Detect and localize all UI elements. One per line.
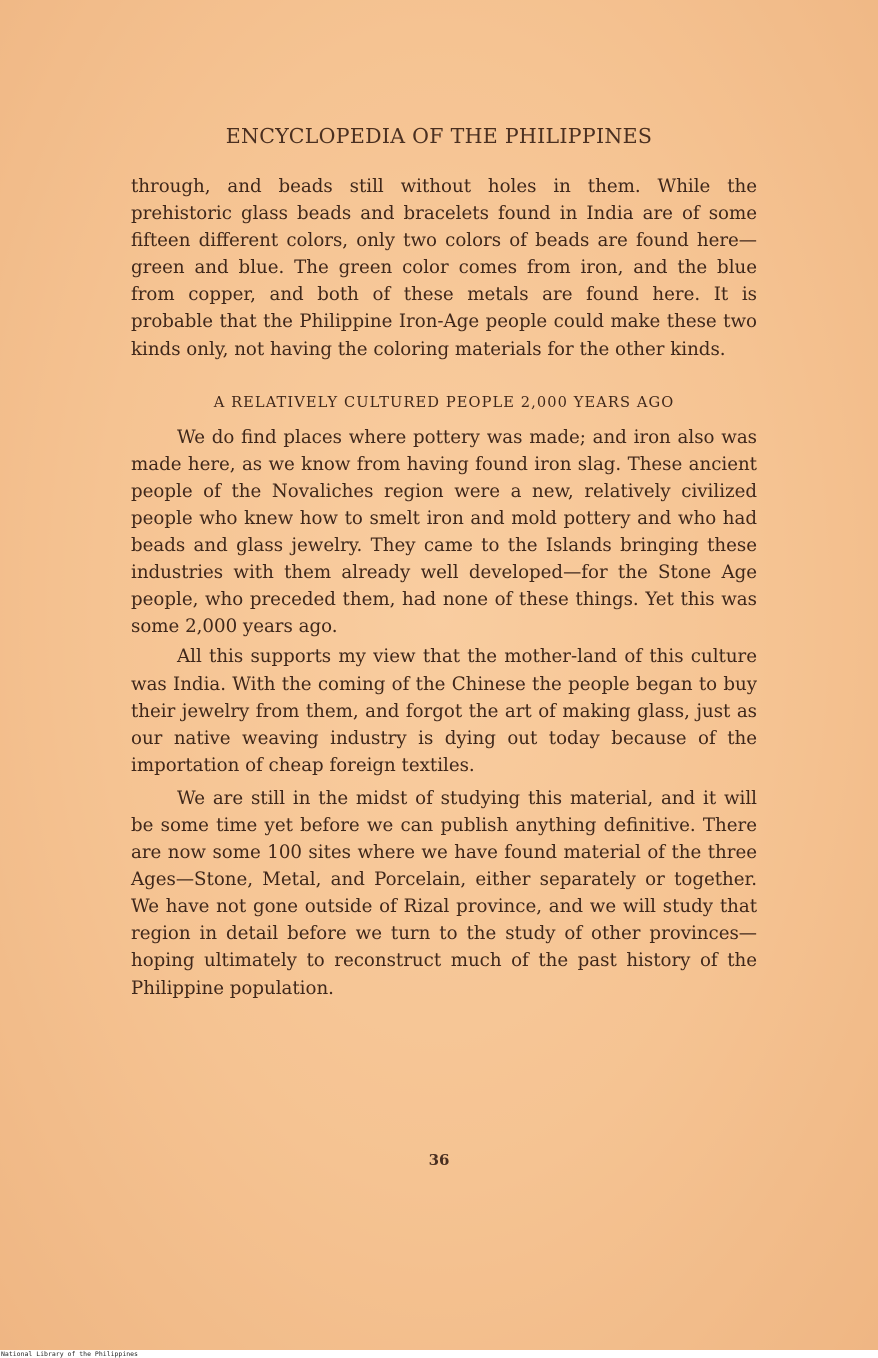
paragraph-bead-colors: through, and beads still without holes in them. While the prehistoric glass beads and bracelets found in India are of some fifteen different colors, only two colors of beads are found here—green and blue. The green color comes from iron, and the blue from copper, and both of these metals are found here. It is probable that the Philippine Iron-Age people could make these two kinds only, not having the coloring materials for the other kinds. (131, 176, 757, 360)
page-number: 36 (428, 1151, 450, 1169)
section-heading: A RELATIVELY CULTURED PEOPLE 2,000 YEARS AGO (213, 393, 675, 411)
paragraph-ongoing-study: We are still in the midst of studying this material, and it will be some time yet before we can publish anything definitive. There are now some 100 sites where we have found material of the three Ages—Stone, Metal, and Porcelain, either separately or together. We have not gone outside of Rizal province, and we will study that region in detail before we turn to the study of other provinces—hoping ultimately to reconstruct much of the past history of the Philippine population. (131, 787, 757, 999)
paragraph-pottery-iron: We do find places where pottery was made; and iron also was made here, as we know from having found iron slag. These ancient people of the Novaliches region were a new, relatively civilized people who knew how to smelt iron and mold pottery and who had beads and glass jewelry. They came to the Islands bringing these industries with them already well developed—for the Stone Age people, who preceded them, had none of these things. Yet this was some 2,000 years ago. (131, 426, 757, 638)
body-text (131, 173, 757, 1002)
library-credit: National Library of the Philippines (1, 1350, 138, 1358)
paragraph-india-origin: All this supports my view that the mother-land of this culture was India. With the coming of the Chinese the people began to buy their jewelry from them, and forgot the art of making glass, just as our native weaving industry is dying out today because of the importation of cheap foreign textiles. (131, 646, 757, 776)
running-title: ENCYCLOPEDIA OF THE PHILIPPINES (225, 124, 653, 148)
